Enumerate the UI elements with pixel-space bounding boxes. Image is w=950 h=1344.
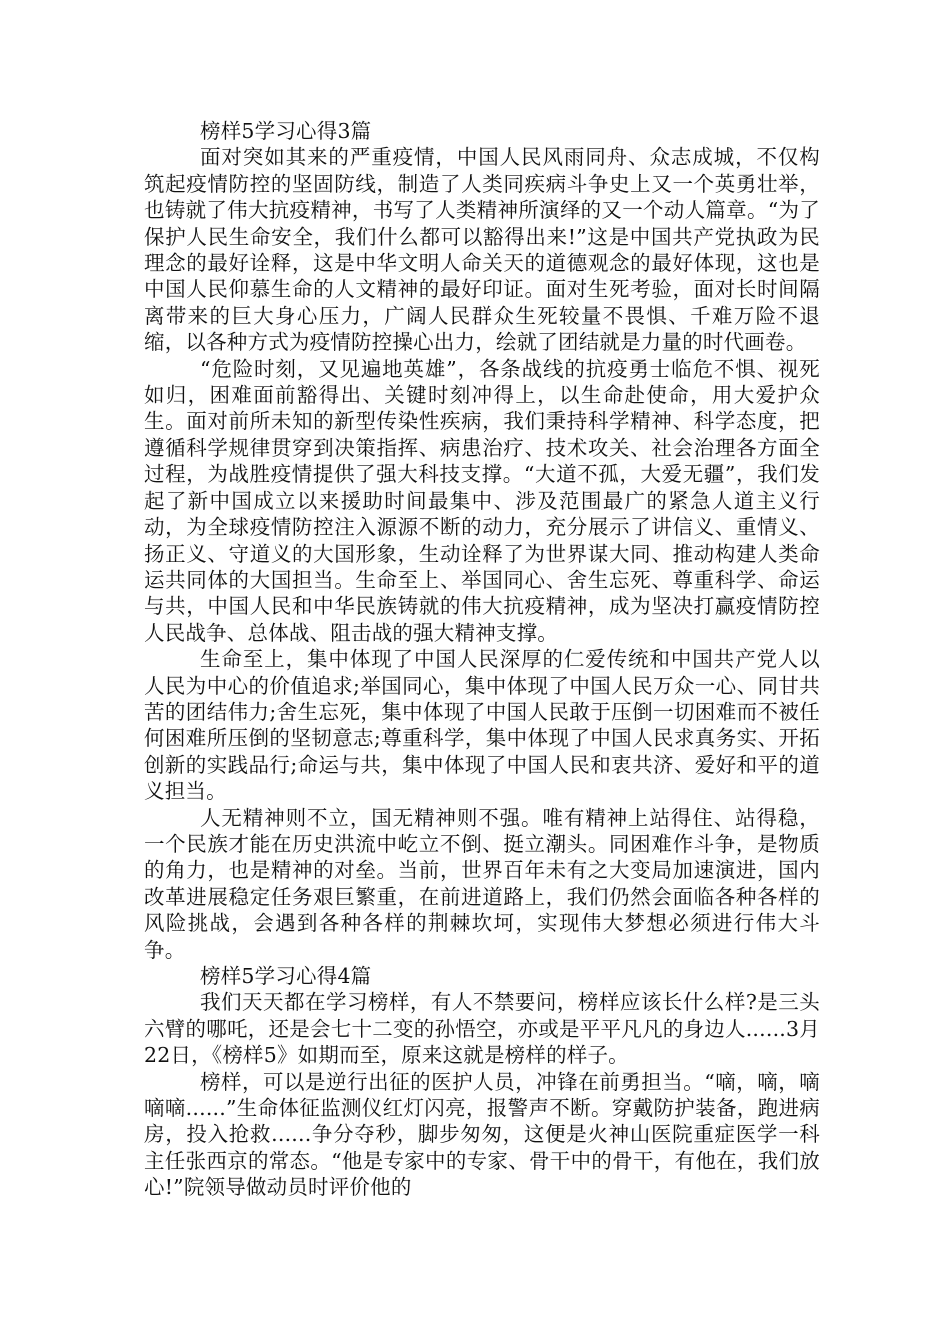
section-heading: 榜样5学习心得3篇 xyxy=(200,119,372,143)
paragraph: 面对突如其来的严重疫情，中国人民风雨同舟、众志成城，不仅构筑起疫情防控的坚固防线，制造了人类同疾病斗争史上又一个英勇壮举，也铸就了伟大抗疫精神，书写了人类精神所演绎的又一个动人篇章。“为了保护人民生命安全，我们什么都可以豁得出来!”这是中国共产党执政为民理念的最好诠释，这是中华文明人命关天的道德观念的最好体现，这也是中国人民仰慕生命的人文精神的最好印证。面对生死考验，面对长时间隔离带来的巨大身心压力，广阔人民群众生死较量不畏惧、千难万险不退缩，以各种方式为疫情防控操心出力，绘就了团结就是力量的时代画卷。 xyxy=(144,145,820,355)
section-2 xyxy=(144,963,820,1201)
paragraph: “危险时刻，又见遍地英雄”，各条战线的抗疫勇士临危不惧、视死如归，困难面前豁得出、关键时刻冲得上，以生命赴使命，用大爱护众生。面对前所未知的新型传染性疾病，我们秉持科学精神、科学态度，把遵循科学规律贯穿到决策指挥、病患治疗、技术攻关、社会治理各方面全过程，为战胜疫情提供了强大科技支撑。“大道不孤，大爱无疆”，我们发起了新中国成立以来援助时间最集中、涉及范围最广的紧急人道主义行动，为全球疫情防控注入源源不断的动力，充分展示了讲信义、重情义、扬正义、守道义的大国形象，生动诠释了为世界谋大同、推动构建人类命运共同体的大国担当。生命至上、举国同心、舍生忘死、尊重科学、命运与共，中国人民和中华民族铸就的伟大抗疫精神，成为坚决打赢疫情防控人民战争、总体战、阻击战的强大精神支撑。 xyxy=(144,356,820,645)
document-page xyxy=(144,118,820,1201)
paragraph: 生命至上，集中体现了中国人民深厚的仁爱传统和中国共产党人以人民为中心的价值追求;举国同心，集中体现了中国人民万众一心、同甘共苦的团结伟力;舍生忘死，集中体现了中国人民敢于压倒一切困难而不被任何困难所压倒的坚韧意志;尊重科学，集中体现了中国人民求真务实、开拓创新的实践品行;命运与共，集中体现了中国人民和衷共济、爱好和平的道义担当。 xyxy=(144,647,820,804)
paragraph: 人无精神则不立，国无精神则不强。唯有精神上站得住、站得稳，一个民族才能在历史洪流中屹立不倒、挺立潮头。同困难作斗争，是物质的角力，也是精神的对垒。当前，世界百年未有之大变局加速演进，国内改革进展稳定任务艰巨繁重，在前进道路上，我们仍然会面临各种各样的风险挑战，会遇到各种各样的荆棘坎坷，实现伟大梦想必须进行伟大斗争。 xyxy=(144,805,820,962)
paragraph: 我们天天都在学习榜样，有人不禁要问，榜样应该长什么样?是三头六臂的哪吒，还是会七十二变的孙悟空，亦或是平平凡凡的身边人......3月22日，《榜样5》如期而至，原来这就是榜样的样子。 xyxy=(144,990,820,1068)
section-1 xyxy=(144,118,820,963)
section-heading: 榜样5学习心得4篇 xyxy=(200,964,372,988)
paragraph: 榜样，可以是逆行出征的医护人员，冲锋在前勇担当。“嘀，嘀，嘀嘀嘀......”生命体征监测仪红灯闪亮，报警声不断。穿戴防护装备，跑进病房，投入抢救......争分夺秒，脚步匆匆，这便是火神山医院重症医学一科主任张西京的常态。“他是专家中的专家、骨干中的骨干，有他在，我们放心!”院领导做动员时评价他的 xyxy=(144,1069,820,1200)
